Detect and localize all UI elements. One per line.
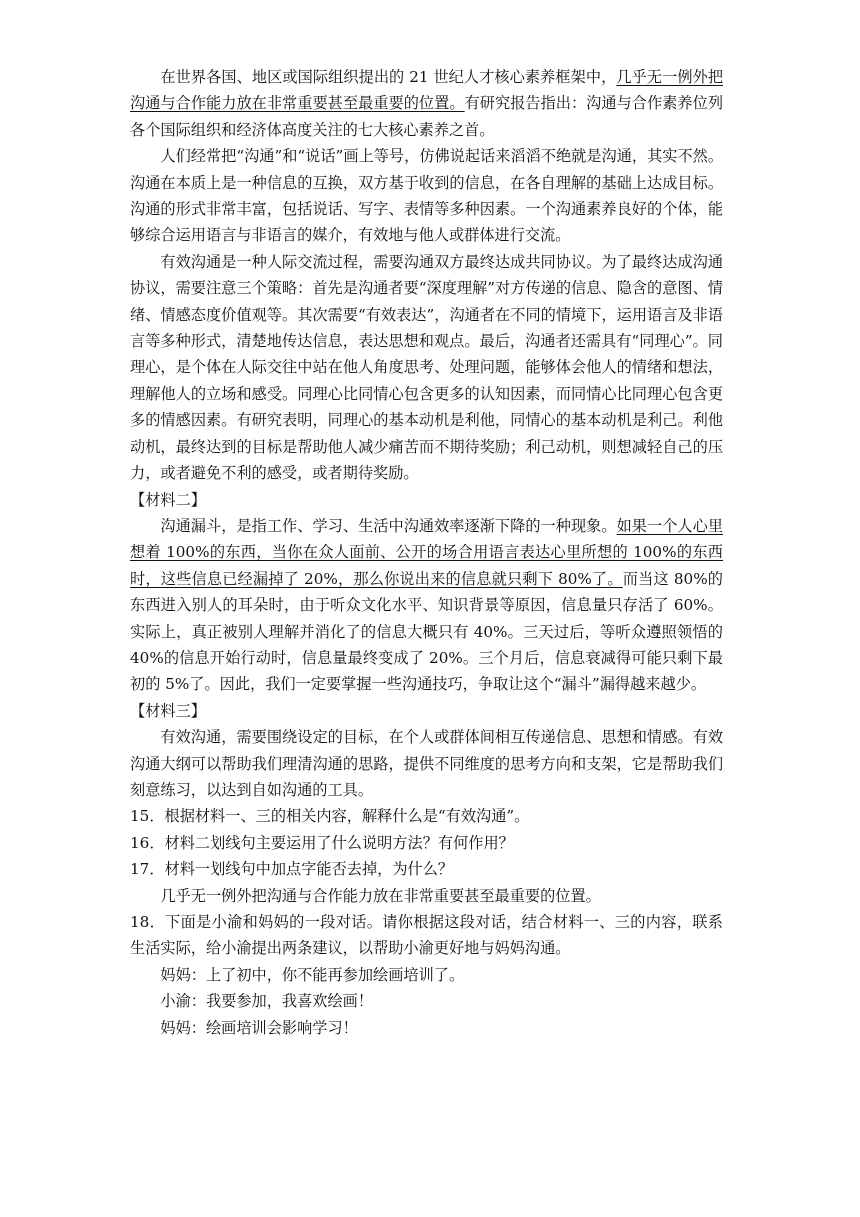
material2-paragraph	[130, 513, 723, 698]
question-16: 16．材料二划线句主要运用了什么说明方法？有何作用？	[130, 833, 514, 852]
dialogue-line: 妈妈：上了初中，你不能再参加绘画培训了。	[160, 965, 465, 984]
question-17: 17．材料一划线句中加点字能否去掉，为什么？	[130, 860, 454, 879]
question-18: 18．下面是小渝和妈妈的一段对话。请你根据这段对话，结合材料一、三的内容，联系生活实际，给小渝提出两条建议，以帮助小渝更好地与妈妈沟通。	[130, 913, 723, 958]
para4-text-before: 沟通漏斗，是指工作、学习、生活中沟通效率逐渐下降的一种现象。	[160, 516, 617, 535]
material1-paragraph-1	[130, 64, 723, 143]
material1-paragraph-2: 人们经常把“沟通”和“说话”画上等号，仿佛说起话来滔滔不绝就是沟通，其实不然。沟通在本质上是一种信息的互换，双方基于收到的信息，在各自理解的基础上达成目标。沟通的形式非常丰富，包括说话、写字、表情等多种因素。一个沟通素养良好的个体，能够综合运用语言与非语言的媒介，有效地与他人或群体进行交流。	[130, 147, 724, 245]
para4-underlined-sentence: 如果一个人心里想着 100%的东西，当你在众人面前、公开的场合用语言表达心里所想的 100%的东西时，这些信息已经漏掉了 20%，那么你说出来的信息就只剩下 80%了。	[130, 516, 724, 588]
material3-paragraph: 有效沟通，需要围绕设定的目标，在个人或群体间相互传递信息、思想和情感。有效沟通大纲可以帮助我们理清沟通的思路，提供不同维度的思考方向和支架，它是帮助我们刻意练习，以达到自如沟通的工具。	[130, 728, 723, 799]
dialogue-line: 小渝：我要参加，我喜欢绘画！	[160, 992, 374, 1011]
question-17-quote: 几乎无一例外把沟通与合作能力放在非常重要甚至最重要的位置。	[160, 886, 601, 905]
question-15: 15．根据材料一、三的相关内容，解释什么是“有效沟通”。	[130, 807, 530, 826]
para1-text-after: 有研究报告指出：沟通与合作素养位列各个国际组织和经济体高度关注的七大核心素养之首。	[130, 94, 724, 139]
material1-paragraph-3: 有效沟通是一种人际交流过程，需要沟通双方最终达成共同协议。为了最终达成沟通协议，需要注意三个策略：首先是沟通者要“深度理解”对方传递的信息、隐含的意图、情绪、情感态度价值观等。其次需要“有效表达”，沟通者在不同的情境下，运用语言及非语言等多种形式，清楚地传达信息，表达思想和观点。最后，沟通者还需具有“同理心”。同理心，是个体在人际交往中站在他人角度思考、处理问题，能够体会他人的情绪和想法，理解他人的立场和感受。同理心比同情心包含更多的认知因素，而同情心比同理心包含更多的情感因素。有研究表明，同理心的基本动机是利他，同情心的基本动机是利己。利他动机，最终达到的目标是帮助他人减少痛苦而不期待奖励；利己动机，则想减轻自己的压力，或者避免不利的感受，或者期待奖励。	[130, 252, 723, 483]
para1-underlined-sentence: 几乎无一例外把沟通与合作能力放在非常重要甚至最重要的位置。	[130, 68, 724, 113]
document-page	[130, 64, 723, 1041]
para4-text-after: 而当这 80%的东西进入别人的耳朵时，由于听众文化水平、知识背景等原因，信息量只存活了 60%。实际上，真正被别人理解并消化了的信息大概只有 40%。三天过后，等听众遵照领悟的 40%的信息开始行动时，信息量最终变成了 20%。三个月后，信息衰减得可能只剩下最初的 5%了。因此，我们一定要掌握一些沟通技巧，争取让这个“漏斗”漏得越来越少。	[130, 569, 723, 694]
material2-heading: 【材料二】	[130, 490, 206, 509]
dialogue-line: 妈妈：绘画培训会影响学习！	[160, 1018, 358, 1037]
material3-heading: 【材料三】	[130, 701, 206, 720]
para1-text-before: 在世界各国、地区或国际组织提出的 21 世纪人才核心素养框架中，	[160, 68, 617, 86]
